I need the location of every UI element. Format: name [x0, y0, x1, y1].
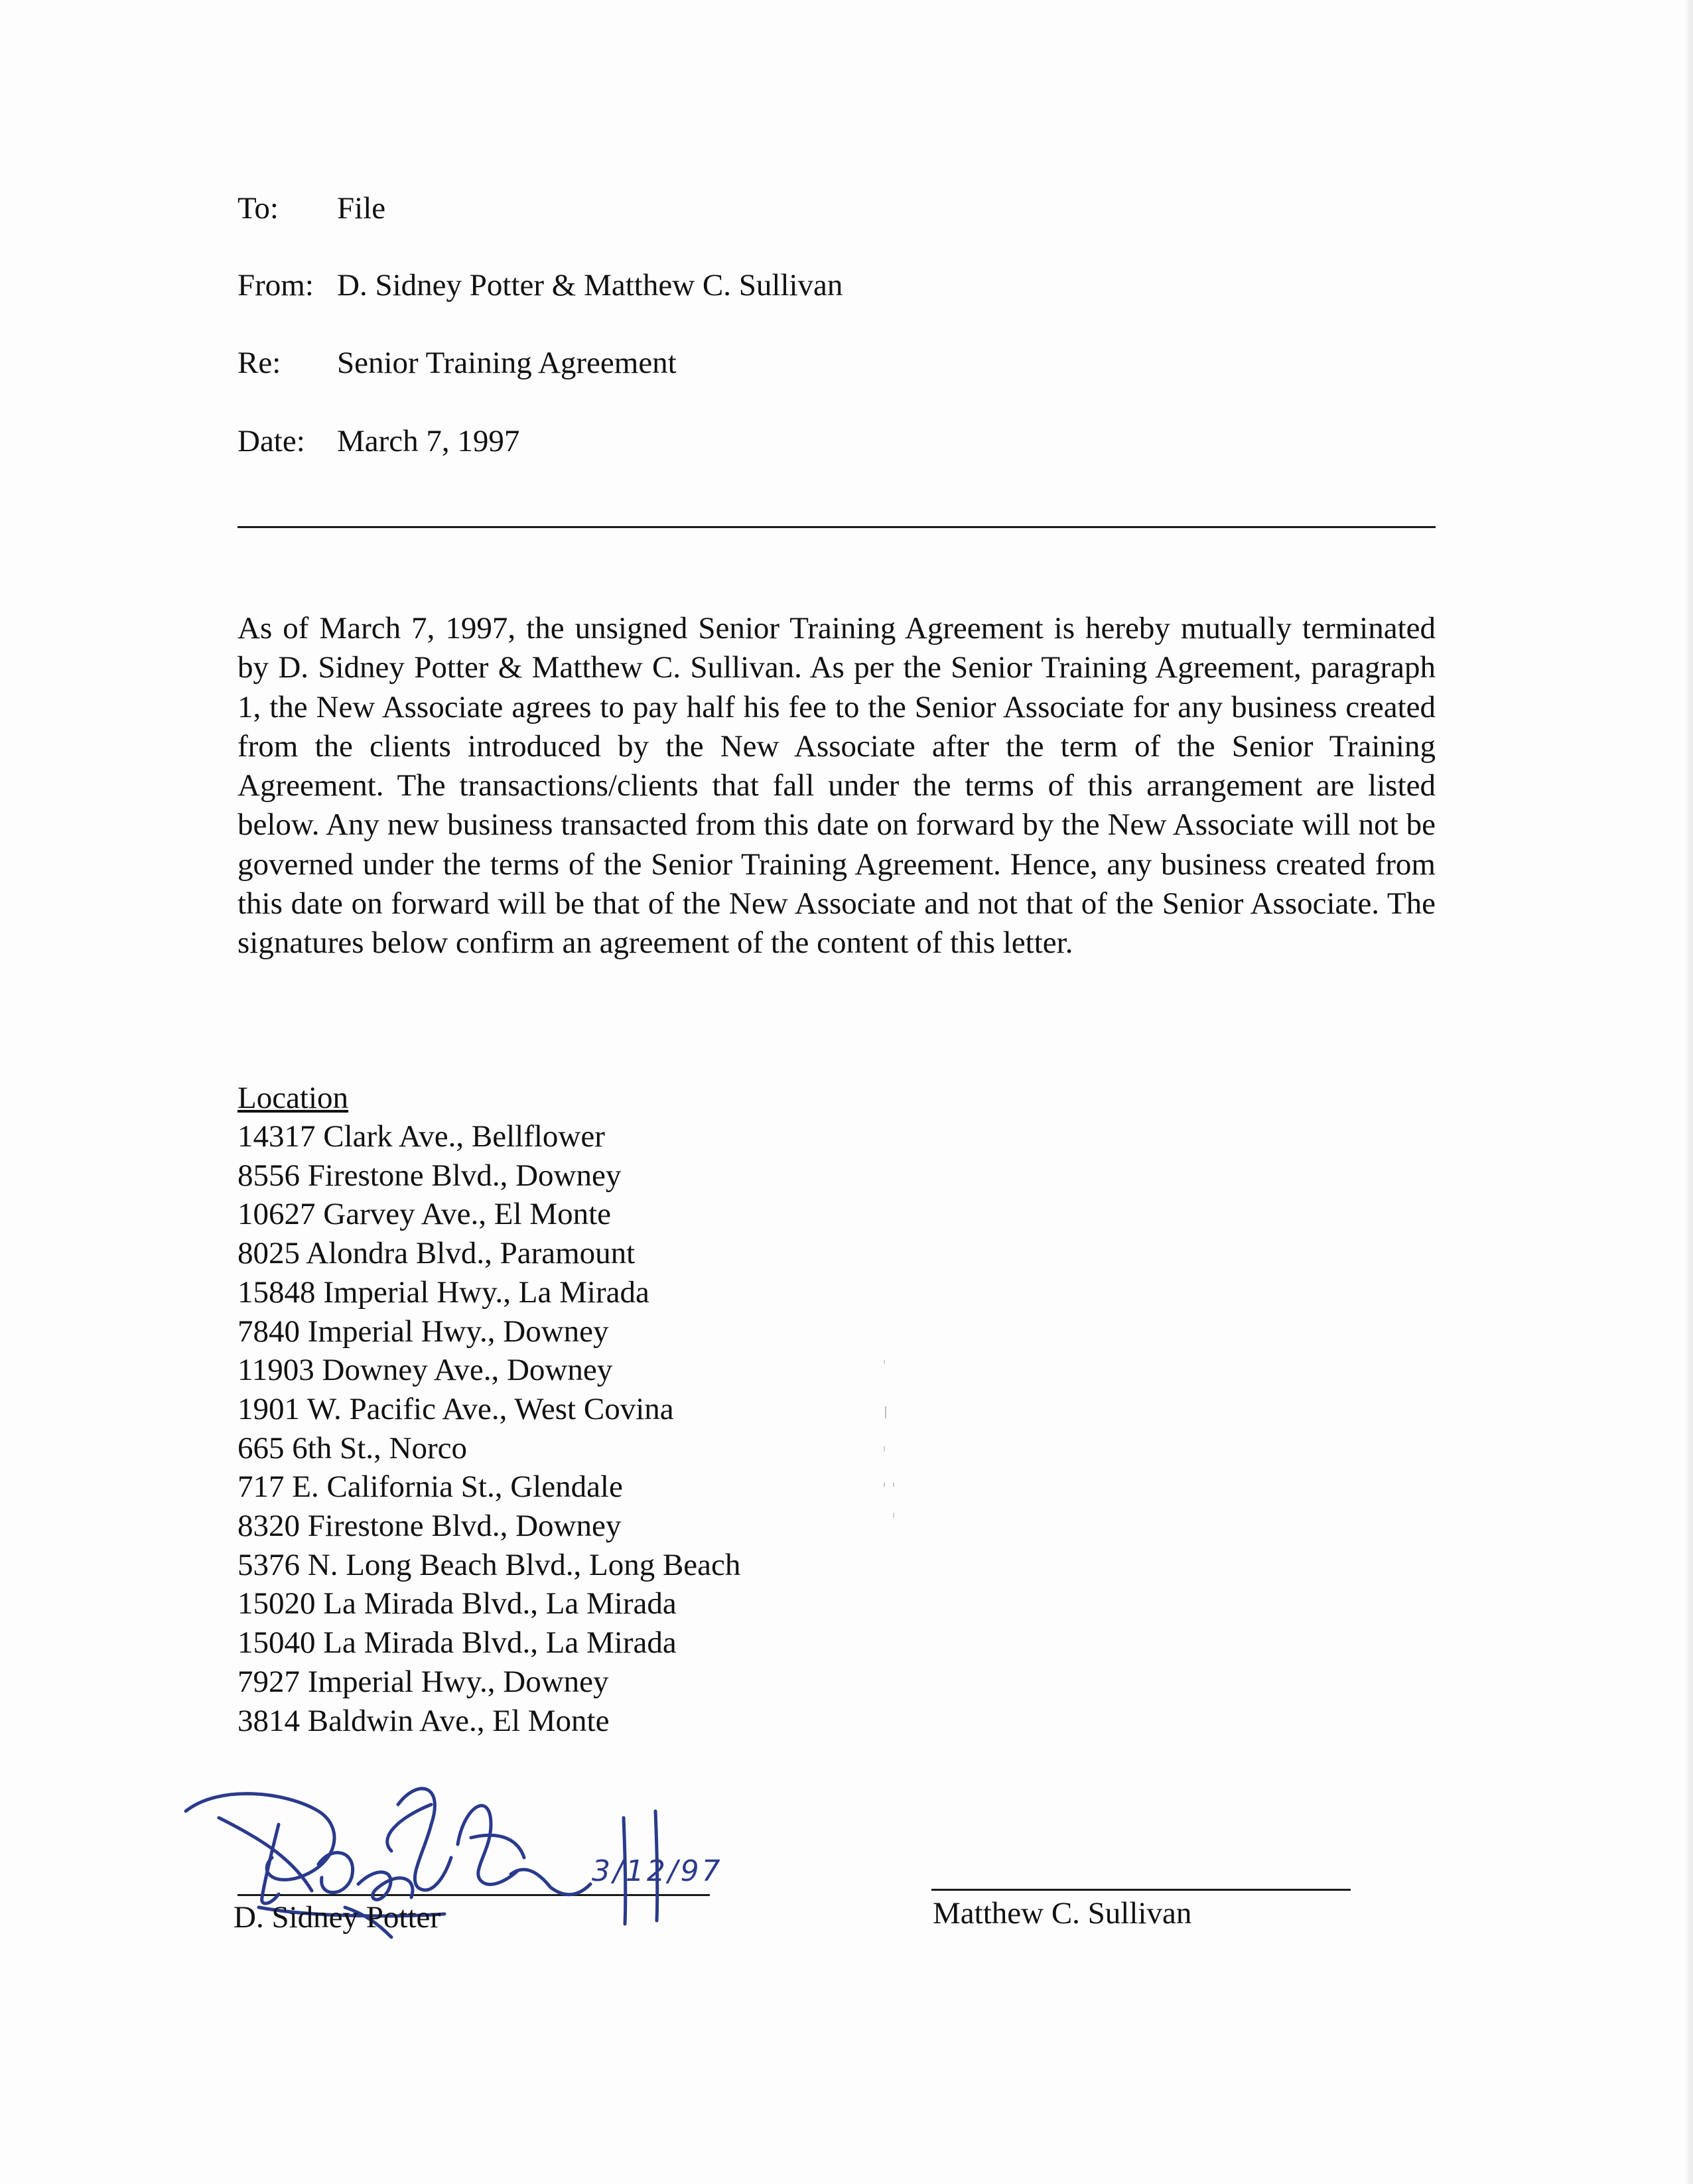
list-item: 11903 Downey Ave., Downey — [237, 1353, 613, 1388]
list-item: 8556 Firestone Blvd., Downey — [237, 1158, 622, 1193]
list-item: 1901 W. Pacific Ave., West Covina — [237, 1391, 674, 1426]
list-item: 14317 Clark Ave., Bellflower — [237, 1119, 605, 1154]
memo-date-value: March 7, 1997 — [337, 424, 520, 458]
handwritten-date: 3/12/97 — [592, 1854, 723, 1888]
memo-to-label: To: — [237, 191, 279, 226]
list-item: 15040 La Mirada Blvd., La Mirada — [237, 1625, 677, 1661]
signature-line-right — [931, 1889, 1351, 1891]
list-item: 8320 Firestone Blvd., Downey — [237, 1509, 622, 1544]
location-list — [237, 1117, 740, 1740]
list-item: 665 6th St., Norco — [237, 1430, 467, 1466]
signatory-name-right: Matthew C. Sullivan — [933, 1896, 1192, 1931]
memo-date-row — [237, 423, 519, 460]
list-item: 15020 La Mirada Blvd., La Mirada — [237, 1586, 677, 1621]
list-item: 5376 N. Long Beach Blvd., Long Beach — [237, 1547, 741, 1582]
list-item: 8025 Alondra Blvd., Paramount — [237, 1236, 636, 1271]
header-divider — [237, 526, 1436, 528]
list-item: 717 E. California St., Glendale — [237, 1469, 623, 1505]
memo-from-value: D. Sidney Potter & Matthew C. Sullivan — [337, 268, 843, 303]
memo-from-label: From: — [237, 268, 314, 303]
list-item: 15848 Imperial Hwy., La Mirada — [237, 1274, 649, 1310]
memo-to-row — [237, 190, 385, 227]
memo-from-row — [237, 267, 843, 304]
memo-date-label: Date: — [237, 424, 305, 458]
memo-re-label: Re: — [237, 346, 281, 380]
memo-to-value: File — [337, 191, 386, 226]
memo-re-value: Senior Training Agreement — [337, 346, 677, 380]
list-item: 10627 Garvey Ave., El Monte — [237, 1197, 612, 1232]
list-item: 3814 Baldwin Ave., El Monte — [237, 1703, 610, 1738]
scan-specks — [876, 1353, 902, 1552]
signatory-name-left: D. Sidney Potter — [234, 1900, 441, 1935]
location-heading: Location — [237, 1081, 349, 1115]
list-item: 7927 Imperial Hwy., Downey — [237, 1664, 609, 1699]
body-paragraph: As of March 7, 1997, the unsigned Senior Training Agreement is hereby mutually terminated by D. Sidney Potter & Matthew C. Sullivan. As per the Senior Training Agreement, paragraph 1, the New Associate agrees to pay half his fee to the Senior Associate for any business created from the clients introduced by the New Associate after the term of the Senior Training Agreement. The transactions/clients that fall under the terms of this arrangement are listed below. Any new business transacted from this date on forward by the New Associate will not be governed under the terms of the Senior Training Agreement. Hence, any business created from this date on forward will be that of the New Associate and not that of the Senior Associate. The signatures below confirm an agreement of the content of this letter. — [237, 611, 1436, 961]
list-item: 7840 Imperial Hwy., Downey — [237, 1314, 609, 1349]
memo-re-row — [237, 344, 677, 381]
scan-edge-shadow — [1684, 0, 1693, 2184]
